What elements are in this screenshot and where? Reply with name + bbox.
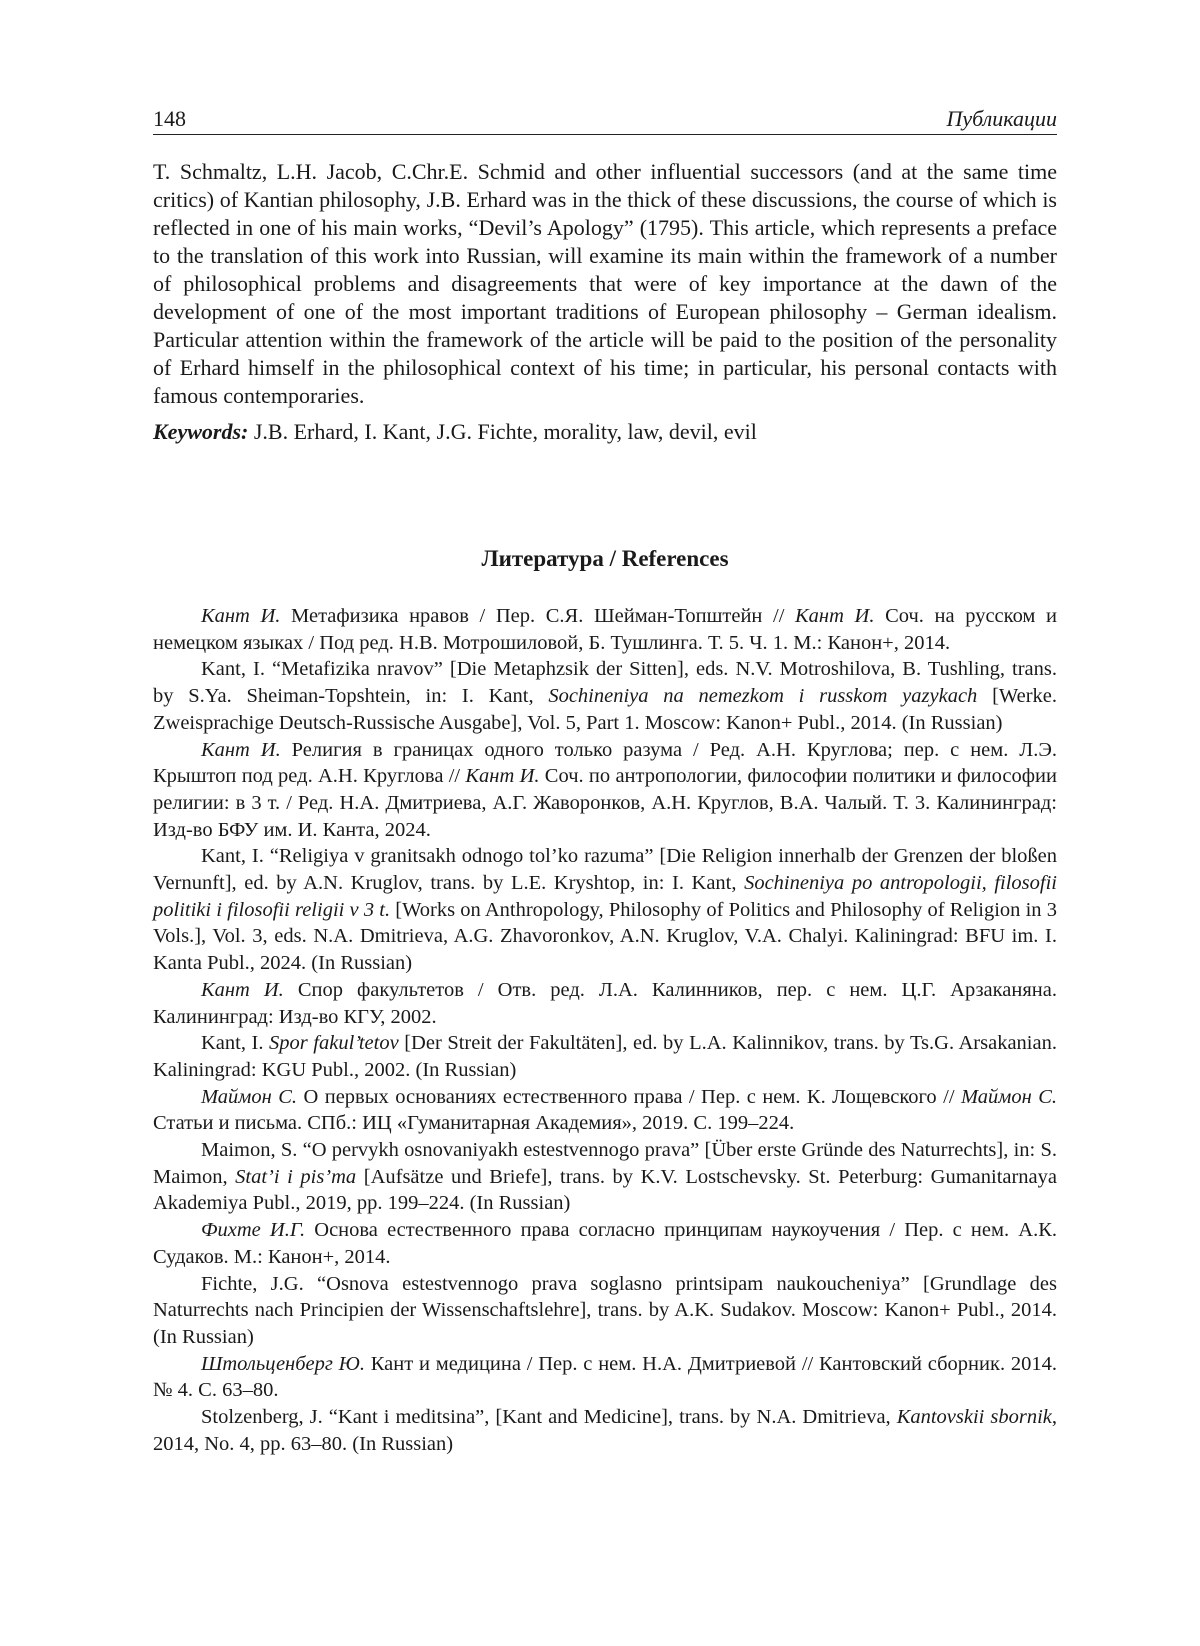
reference-run: Соч. по антропологии, философии политики и философии религии: в 3 т. / Ред. Н.А. Дмитриева, А.Г. Жаворонков, А.Н. Круглов, В.А. Чалый. Т. 3. Калининград: Изд-во БФУ им. И. Канта, 2024. xyxy=(153,765,1057,841)
reference-run: [Der Streit der Fakultäten], ed. by L.A. Kalinnikov, trans. by Ts.G. Arsakanian. Kaliningrad: KGU Publ., 2002. (In Russian) xyxy=(153,1032,1057,1081)
reference-run: Kant, I. xyxy=(201,1032,270,1055)
reference-run: Соч. на русском и немецком языках / Под ред. Н.В. Мотрошиловой, Б. Тушлинга. Т. 5. Ч. 1. М.: Канон+, 2014. xyxy=(153,605,1057,654)
reference-italic-run: Кант И. xyxy=(201,605,281,627)
reference-run: Основа естественного права согласно принципам наукоучения / Пер. с нем. А.К. Судаков. М.: Канон+, 2014. xyxy=(153,1219,1057,1268)
reference-run: Fichte, J.G. “Osnova estestvennogo prava soglasno printsipam naukoucheniya” [Grundlage des Naturrechts nach Principien der Wissenschaftslehre], trans. by A.K. Sudakov. Moscow: Kanon+ Publ., 2014. (In Russian) xyxy=(153,1272,1057,1348)
reference-run: [Works on Anthropology, Philosophy of Politics and Philosophy of Religion in 3 Vols.], Vol. 3, eds. N.A. Dmitrieva, A.G. Zhavoronkov, A.N. Kruglov, V.A. Chalyi. Kaliningrad: BFU im. I. Kanta Publ., 2024. (In Russian) xyxy=(153,898,1057,975)
reference-italic-run: Маймон С. xyxy=(201,1085,298,1108)
reference-run: Kant, I. “Religiya v granitsakh odnogo tol’ko razuma” [Die Religion innerhalb der Grenzen der bloßen Vernunft], ed. by A.N. Kruglov, trans. by L.E. Kryshtop, in: I. Kant, xyxy=(153,845,1057,895)
reference-run: [Werke. Zweisprachige Deutsch-Russische Ausgabe], Vol. 5, Part 1. Moscow: Kanon+ Publ., 2014. (In Russian) xyxy=(153,685,1057,734)
reference-italic-run: Кант И. xyxy=(201,978,284,1001)
reference-italic-run: Кант И. xyxy=(795,605,875,627)
reference-italic-run: Фихте И.Г. xyxy=(201,1219,306,1242)
reference-item xyxy=(153,1404,1057,1457)
reference-run: [Aufsätze und Briefe], trans. by K.V. Lostschevsky. St. Peterburg: Gumanitarnaya Akademiya Publ., 2019, pp. 199–224. (In Russian) xyxy=(153,1165,1058,1215)
section-title: Публикации xyxy=(946,106,1057,131)
reference-item xyxy=(153,1217,1057,1270)
keywords-text: J.B. Erhard, I. Kant, J.G. Fichte, morality, law, devil, evil xyxy=(253,419,757,444)
reference-italic-run: Spor fakul’tetov xyxy=(269,1032,399,1055)
reference-run: Кант и медицина / Пер. с нем. Н.А. Дмитриевой // Кантовский сборник. 2014. № 4. С. 63–80. xyxy=(153,1352,1057,1402)
page-number: 148 xyxy=(153,106,186,131)
reference-italic-run: Kantovskii sbornik xyxy=(896,1406,1052,1429)
keywords-line xyxy=(153,418,1057,446)
reference-run: Спор факультетов / Отв. ред. Л.А. Калинников, пер. с нем. Ц.Г. Арзаканяна. Калининград: Изд-во КГУ, 2002. xyxy=(153,978,1057,1028)
reference-run: Статьи и письма. СПб.: ИЦ «Гуманитарная Академия», 2019. С. 199–224. xyxy=(153,1112,795,1135)
references-heading: Литература / References xyxy=(481,546,729,571)
reference-italic-run: Sochineniya po antropologii, filosofii politiki i filosofii religii v 3 t. xyxy=(153,872,1057,921)
reference-run: Метафизика нравов / Пер. С.Я. Шейман-Топштейн // xyxy=(280,605,796,627)
reference-run: Kant, I. “Metafizika nravov” [Die Metaphzsik der Sitten], eds. N.V. Motroshilova, B. Tushling, trans. by S.Ya. Sheiman-Topshtein, in: I. Kant, xyxy=(153,658,1057,708)
reference-italic-run: Маймон С. xyxy=(960,1085,1058,1108)
reference-item xyxy=(153,1137,1057,1217)
reference-item xyxy=(153,977,1057,1030)
reference-item xyxy=(153,1351,1057,1404)
reference-italic-run: Stat’i i pis’ma xyxy=(235,1165,357,1188)
reference-run: Maimon, S. “O pervykh osnovaniyakh estestvennogo prava” [Über erste Gründe des Naturrechts], in: S. Maimon, xyxy=(153,1139,1057,1188)
keywords-label: Keywords: xyxy=(153,419,249,444)
reference-item xyxy=(153,1030,1057,1083)
reference-item xyxy=(153,843,1057,977)
abstract-paragraph: T. Schmaltz, L.H. Jacob, C.Chr.E. Schmid and other influential successors (and at the same time critics) of Kantian philosophy, J.B. Erhard was in the thick of these discussions, the course of which is reflected in one of his main works, “Devil’s Apology” (1795). This article, which represents a preface to the translation of this work into Russian, will examine its main within the framework of a number of philosophical problems and disagreements that were of key importance at the dawn of the development of one of the most important traditions of European philosophy – German idealism. Particular attention within the framework of the article will be paid to the position of the personality of Erhard himself in the philosophical context of his time; in particular, his personal contacts with famous contemporaries. xyxy=(153,159,1057,408)
references-list xyxy=(153,603,1057,1458)
reference-run: Религия в границах одного только разума / Ред. А.Н. Круглова; пер. с нем. Л.Э. Крыштоп под ред. А.Н. Круглова // xyxy=(153,738,1057,788)
reference-item xyxy=(153,603,1057,656)
reference-italic-run: Sochineniya na nemezkom i russkom yazykach xyxy=(548,685,978,708)
reference-item xyxy=(153,1271,1057,1351)
reference-italic-run: Кант И. xyxy=(201,738,281,761)
reference-run: О первых основаниях естественного права / Пер. с нем. К. Лощевского // xyxy=(297,1085,961,1108)
reference-italic-run: Кант И. xyxy=(465,765,540,788)
reference-item xyxy=(153,1084,1057,1137)
reference-item xyxy=(153,656,1057,736)
reference-item xyxy=(153,737,1057,844)
reference-run: Stolzenberg, J. “Kant i meditsina”, [Kant and Medicine], trans. by N.A. Dmitrieva, xyxy=(201,1406,897,1429)
reference-italic-run: Штольценберг Ю. xyxy=(201,1352,365,1375)
running-header xyxy=(153,104,1057,135)
reference-run: , 2014, No. 4, pp. 63–80. (In Russian) xyxy=(153,1406,1058,1455)
